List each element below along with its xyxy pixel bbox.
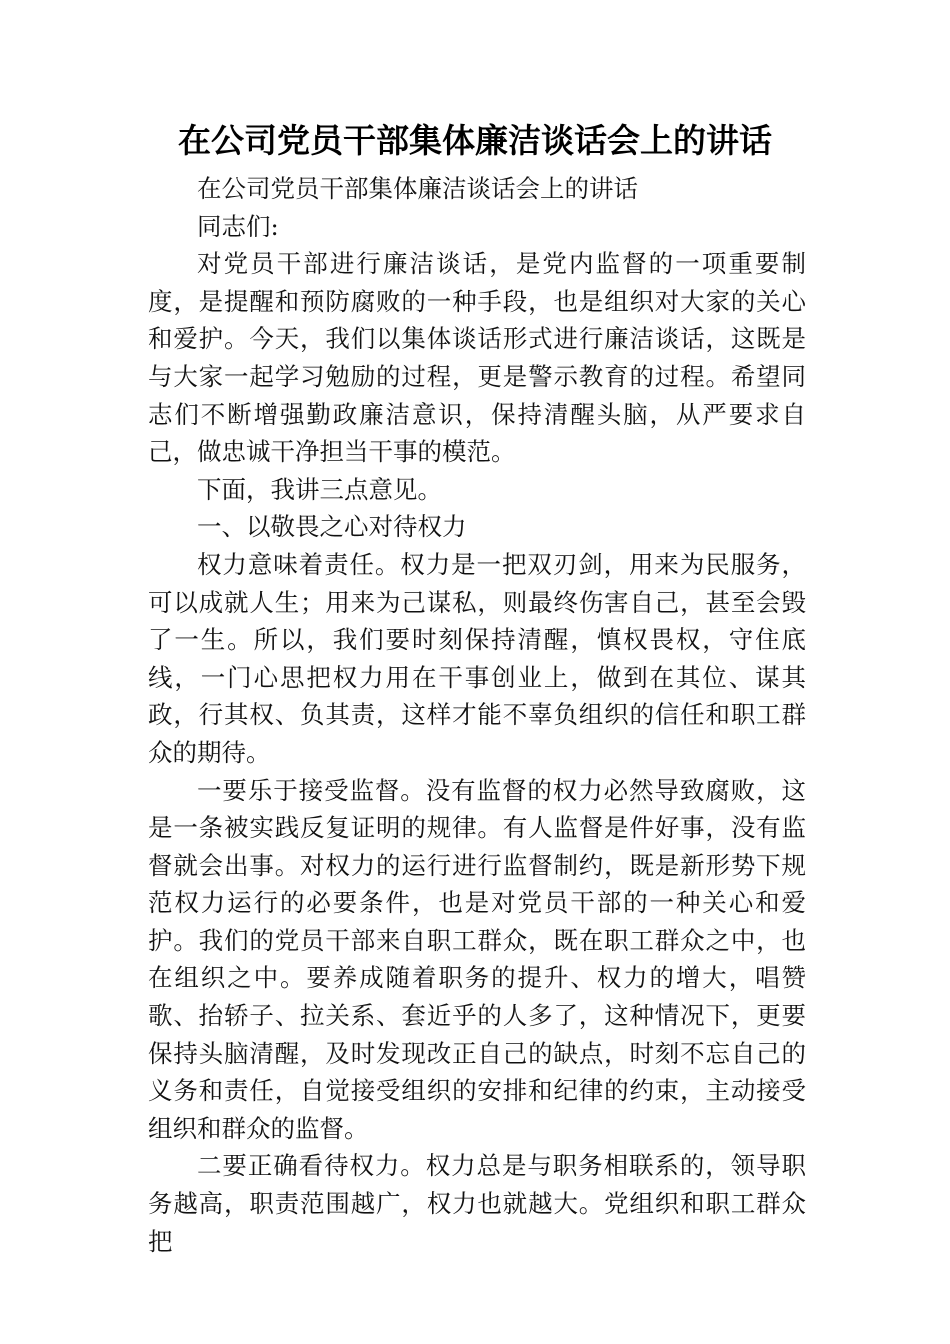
body-paragraph: 一要乐于接受监督。没有监督的权力必然导致腐败，这是一条被实践反复证明的规律。有人监督是件好事，没有监督就会出事。对权力的运行进行监督制约，既是新形势下规范权力运行的必要条件，也是对党员干部的一种关心和爱护。我们的党员干部来自职工群众，既在职工群众之中，也在组织之中。要养成随着职务的提升、权力的增大，唱赞歌、抬轿子、拉关系、套近乎的人多了，这种情况下，更要保持头脑清醒，及时发现改正自己的缺点，时刻不忘自己的义务和责任，自觉接受组织的安排和纪律的约束，主动接受组织和群众的监督。 xyxy=(148,775,806,1143)
body-paragraph: 下面，我讲三点意见。 xyxy=(197,474,442,504)
document-title: 在公司党员干部集体廉洁谈话会上的讲话 xyxy=(178,121,772,160)
document-body xyxy=(148,170,806,1260)
salutation-paragraph: 同志们: xyxy=(197,211,279,241)
body-paragraph: 对党员干部进行廉洁谈话，是党内监督的一项重要制度，是提醒和预防腐败的一种手段，也是组织对大家的关心和爱护。今天，我们以集体谈话形式进行廉洁谈话，这既是与大家一起学习勉励的过程，更是警示教育的过程。希望同志们不断增强勤政廉洁意识，保持清醒头脑，从严要求自己，做忠诚干净担当干事的模范。 xyxy=(148,249,806,467)
body-paragraph: 二要正确看待权力。权力总是与职务相联系的，领导职务越高，职责范围越广，权力也就越大。党组织和职工群众把 xyxy=(148,1151,806,1256)
subtitle-paragraph: 在公司党员干部集体廉洁谈话会上的讲话 xyxy=(197,174,638,203)
section-heading: 一、以敬畏之心对待权力 xyxy=(197,512,467,542)
body-paragraph: 权力意味着责任。权力是一把双刃剑，用来为民服务，可以成就人生；用来为己谋私，则最终伤害自己，甚至会毁了一生。所以，我们要时刻保持清醒，慎权畏权，守住底线，一门心思把权力用在干事创业上，做到在其位、谋其政，行其权、负其责，这样才能不辜负组织的信任和职工群众的期待。 xyxy=(148,549,806,767)
